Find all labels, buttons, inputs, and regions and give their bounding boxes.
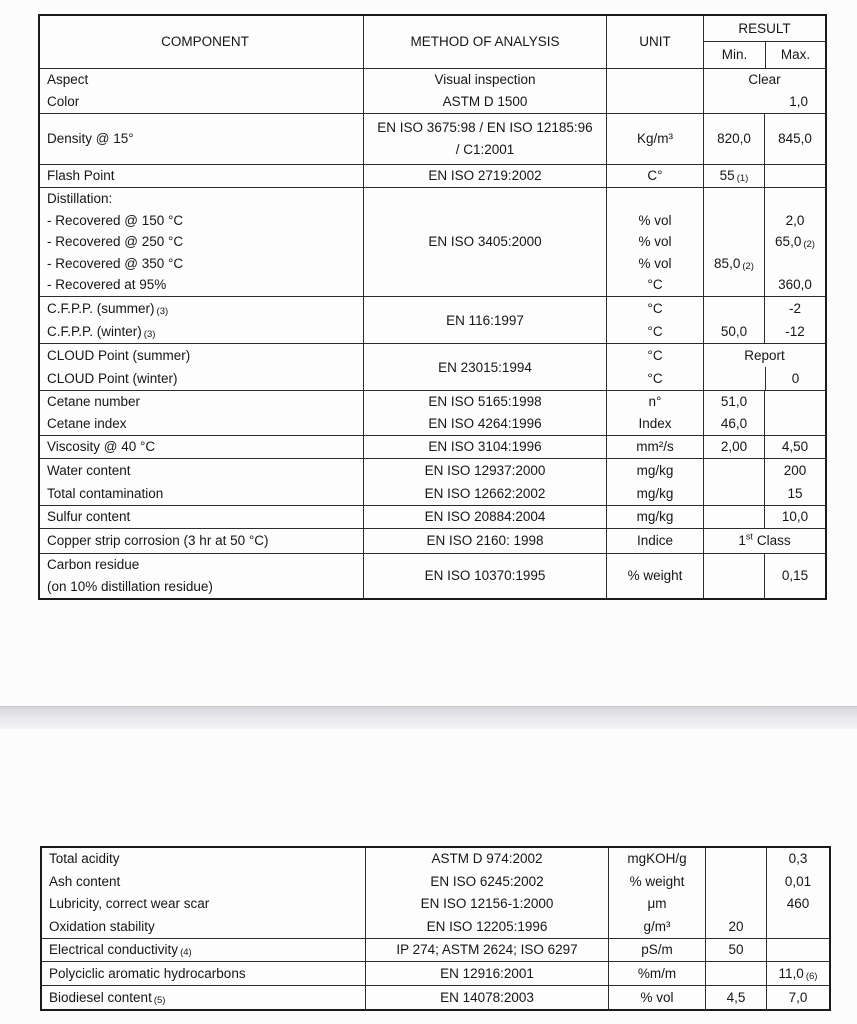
- unit-label: Kg/m³: [636, 131, 673, 146]
- component-label: Polyciclic aromatic hydrocarbons: [49, 965, 246, 981]
- component-cell: [42, 986, 365, 1009]
- component-label: Copper strip corrosion (3 hr at 50 °C): [47, 533, 269, 548]
- method-label: EN ISO 12205:1996: [426, 918, 548, 934]
- method-label: EN ISO 3405:2000: [428, 234, 542, 250]
- component-cell: [42, 939, 365, 961]
- unit-label: °C: [647, 277, 663, 293]
- max-value: 0: [765, 367, 825, 390]
- component-cell: [40, 188, 363, 296]
- unit-label: Indice: [636, 533, 674, 548]
- component-label: Distillation:: [47, 191, 113, 206]
- method-label: ASTM D 974:2002: [431, 851, 543, 866]
- method-label: Visual inspection: [434, 72, 536, 87]
- header-min-max: [704, 42, 825, 68]
- footnote-marker: (4): [180, 947, 192, 958]
- unit-cell: [606, 114, 703, 164]
- component-label: Flash Point: [47, 168, 115, 183]
- header-component: [40, 16, 363, 68]
- min-cell: [703, 506, 764, 528]
- result-value: Report: [744, 348, 785, 363]
- min-cell: [703, 391, 764, 435]
- unit-cell: [606, 506, 703, 528]
- unit-label: °C: [647, 301, 663, 316]
- row-density: [40, 113, 825, 164]
- method-label: EN ISO 3104:1996: [428, 439, 542, 454]
- component-cell: [40, 165, 363, 187]
- component-cell: [40, 506, 363, 528]
- method-label: / C1:2001: [455, 142, 515, 157]
- component-label: Sulfur content: [47, 509, 131, 524]
- unit-label: % vol: [638, 255, 672, 271]
- component-label: (on 10% distillation residue): [47, 579, 213, 594]
- unit-label: % vol: [640, 989, 674, 1005]
- unit-label: mg/kg: [636, 463, 674, 478]
- method-label: EN ISO 12156-1:2000: [420, 896, 554, 911]
- row-water-contamination: [40, 458, 825, 505]
- component-cell: [40, 554, 363, 598]
- component-label: Cetane index: [47, 416, 127, 431]
- component-cell: [40, 114, 363, 164]
- method-cell: [363, 391, 606, 435]
- table-header-row: [40, 16, 825, 68]
- footnote-marker: (3): [143, 329, 156, 340]
- max-cell: [764, 391, 825, 435]
- method-cell: [363, 69, 606, 113]
- method-label: EN 14078:2003: [440, 989, 534, 1005]
- method-cell: [365, 939, 608, 961]
- component-cell: [40, 459, 363, 505]
- component-label: Density @ 15°: [47, 131, 134, 146]
- method-cell: [363, 529, 606, 553]
- method-cell: [365, 986, 608, 1009]
- min-cell: [703, 297, 764, 343]
- min-value: 51,0: [720, 394, 748, 409]
- header-min-label: Min.: [704, 42, 766, 68]
- max-cell: [766, 962, 829, 985]
- method-label: EN ISO 5165:1998: [428, 394, 542, 409]
- max-cell: [764, 436, 825, 458]
- max-cell: [764, 188, 825, 296]
- row-copper-corrosion: [40, 528, 825, 553]
- min-value: 820,0: [717, 131, 751, 146]
- unit-label: % vol: [638, 234, 672, 250]
- component-label: Carbon residue: [47, 557, 140, 572]
- component-cell: [40, 391, 363, 435]
- max-value: 360,0: [778, 277, 812, 293]
- max-value: 11,0 (6): [778, 965, 818, 982]
- row-viscosity: [40, 435, 825, 458]
- max-value: 15: [787, 486, 803, 501]
- max-cell: [766, 939, 829, 961]
- unit-label: mm²/s: [636, 439, 674, 454]
- unit-cell: [608, 986, 705, 1009]
- method-label: EN ISO 10370:1995: [424, 568, 546, 583]
- min-cell: [705, 962, 766, 985]
- component-label: C.F.P.P. (summer) (3): [47, 301, 169, 317]
- min-cell: [703, 459, 764, 505]
- method-label: EN ISO 2719:2002: [428, 168, 542, 183]
- unit-label: % vol: [638, 212, 672, 228]
- unit-cell: [606, 436, 703, 458]
- result-value: 1st Class: [738, 531, 791, 548]
- method-label: EN ISO 12937:2000: [424, 463, 546, 478]
- component-label: Cetane number: [47, 394, 141, 409]
- unit-label: °C: [647, 371, 663, 386]
- min-value: 50,0: [720, 324, 748, 339]
- component-label: - Recovered @ 350 °C: [47, 255, 184, 271]
- component-label: CLOUD Point (summer): [47, 348, 191, 363]
- method-label: EN ISO 4264:1996: [428, 416, 542, 431]
- unit-cell: [608, 848, 705, 938]
- component-label: Total contamination: [47, 486, 164, 501]
- unit-cell: [606, 297, 703, 343]
- method-cell: [363, 506, 606, 528]
- min-value: 2,00: [720, 439, 748, 454]
- max-cell: [766, 986, 829, 1009]
- max-value: 7,0: [788, 989, 808, 1005]
- unit-label: %m/m: [637, 965, 677, 981]
- max-cell: [764, 459, 825, 505]
- unit-label: C°: [647, 168, 663, 183]
- max-value: 0,3: [788, 851, 808, 866]
- min-cell: [703, 554, 764, 598]
- max-cell: [764, 297, 825, 343]
- method-cell: [363, 114, 606, 164]
- component-cell: [42, 848, 365, 938]
- result-cell: [703, 344, 825, 390]
- unit-cell: [606, 391, 703, 435]
- unit-label: μm: [647, 896, 667, 911]
- min-value: [704, 367, 765, 390]
- min-cell: [703, 165, 764, 187]
- component-label: Total acidity: [49, 851, 120, 866]
- min-cell: [705, 939, 766, 961]
- row-cloud-point: [40, 343, 825, 390]
- component-label: C.F.P.P. (winter) (3): [47, 324, 156, 340]
- unit-label: mg/kg: [636, 509, 674, 524]
- unit-cell: [606, 188, 703, 296]
- max-value: -12: [785, 324, 805, 339]
- max-value: 2,0: [785, 212, 805, 228]
- footnote-marker: (2): [742, 260, 754, 272]
- footnote-marker: (3): [156, 306, 169, 317]
- method-label: EN 116:1997: [446, 312, 524, 328]
- result-cell: [703, 69, 825, 113]
- row-biodiesel-content: [42, 985, 829, 1009]
- max-value: 0,15: [781, 568, 809, 583]
- unit-label: °C: [647, 324, 663, 339]
- unit-cell: [606, 554, 703, 598]
- footnote-marker: (2): [803, 239, 815, 251]
- unit-label: °C: [647, 348, 663, 363]
- header-max-label: Max.: [780, 47, 811, 62]
- row-flash-point: [40, 164, 825, 187]
- result-value: Clear: [748, 72, 781, 87]
- unit-cell: [606, 69, 703, 113]
- max-value: -2: [788, 301, 801, 316]
- footnote-marker: (1): [736, 173, 749, 184]
- component-cell: [40, 297, 363, 343]
- component-cell: [40, 69, 363, 113]
- component-label: Viscosity @ 40 °C: [47, 439, 156, 454]
- unit-cell: [606, 459, 703, 505]
- header-result-label: RESULT: [704, 16, 825, 42]
- method-cell: [363, 436, 606, 458]
- component-label: Biodiesel content (5): [49, 989, 166, 1006]
- max-cell: [766, 848, 829, 938]
- method-cell: [363, 344, 606, 390]
- row-carbon-residue: [40, 553, 825, 598]
- unit-label: n°: [648, 394, 662, 409]
- component-cell: [40, 344, 363, 390]
- max-cell: [764, 114, 825, 164]
- component-cell: [40, 436, 363, 458]
- method-cell: [365, 962, 608, 985]
- component-label: - Recovered @ 150 °C: [47, 212, 184, 228]
- header-result: [703, 16, 825, 68]
- min-value: 50: [728, 942, 744, 957]
- method-label: EN ISO 6245:2002: [430, 873, 544, 889]
- unit-label: % weight: [629, 873, 685, 889]
- unit-label: pS/m: [641, 942, 673, 957]
- header-method: [363, 16, 606, 68]
- method-label: EN ISO 3675:98 / EN ISO 12185:96: [377, 120, 593, 135]
- unit-label: % weight: [627, 568, 683, 583]
- ordinal-superscript: st: [745, 531, 753, 542]
- fuel-spec-table-bottom: [40, 846, 831, 1011]
- unit-label: g/m³: [643, 918, 671, 934]
- footnote-marker: (5): [153, 994, 166, 1006]
- fuel-spec-table-top: [38, 14, 827, 600]
- min-value: 85,0 (2): [714, 255, 754, 272]
- max-value: 1,0: [789, 94, 808, 109]
- row-sulfur: [40, 505, 825, 528]
- method-label: ASTM D 1500: [442, 94, 528, 109]
- row-acidity-ash-lubricity-oxidation: [42, 848, 829, 938]
- min-value: 4,5: [726, 989, 746, 1005]
- component-label: Ash content: [49, 873, 121, 889]
- max-value: 10,0: [781, 509, 809, 524]
- method-cell: [363, 297, 606, 343]
- component-label: Water content: [47, 463, 131, 478]
- row-aspect-color: [40, 68, 825, 113]
- header-label: COMPONENT: [161, 34, 249, 49]
- component-label: - Recovered @ 250 °C: [47, 234, 184, 250]
- unit-label: mgKOH/g: [627, 851, 687, 866]
- footnote-marker: (6): [805, 970, 818, 982]
- max-value: 200: [783, 463, 807, 478]
- method-cell: [363, 554, 606, 598]
- method-label: EN ISO 20884:2004: [424, 509, 546, 524]
- method-label: EN 12916:2001: [440, 965, 534, 981]
- max-cell: [764, 506, 825, 528]
- page-separator-band: [0, 706, 857, 729]
- min-cell: [705, 986, 766, 1009]
- row-distillation: [40, 187, 825, 296]
- min-value: 46,0: [720, 416, 748, 431]
- max-cell: [764, 554, 825, 598]
- method-cell: [363, 188, 606, 296]
- component-label: Aspect: [47, 72, 89, 87]
- method-label: EN ISO 2160: 1998: [426, 533, 544, 548]
- method-label: EN 23015:1994: [438, 359, 532, 375]
- min-cell: [703, 188, 764, 296]
- component-label: - Recovered at 95%: [47, 277, 167, 293]
- result-cell: [703, 529, 825, 553]
- header-unit: [606, 16, 703, 68]
- method-label: EN ISO 12662:2002: [424, 486, 546, 501]
- max-value: 845,0: [778, 131, 812, 146]
- max-value: 0,01: [784, 873, 812, 889]
- min-cell: [703, 436, 764, 458]
- min-cell: [703, 114, 764, 164]
- header-label: METHOD OF ANALYSIS: [410, 34, 560, 49]
- max-value: 65,0 (2): [775, 234, 815, 251]
- method-cell: [363, 165, 606, 187]
- unit-label: mg/kg: [636, 486, 674, 501]
- component-cell: [40, 529, 363, 553]
- row-cetane: [40, 390, 825, 435]
- unit-cell: [608, 962, 705, 985]
- method-cell: [363, 459, 606, 505]
- component-label: CLOUD Point (winter): [47, 371, 178, 386]
- min-value: 20: [728, 918, 744, 934]
- component-label: Lubricity, correct wear scar: [49, 896, 210, 911]
- component-label: Color: [47, 94, 80, 109]
- row-cfpp: [40, 296, 825, 343]
- row-polycyclic-aromatics: [42, 961, 829, 985]
- component-label: Electrical conductivity (4): [49, 942, 192, 958]
- component-label: Oxidation stability: [49, 918, 155, 934]
- max-cell: [764, 165, 825, 187]
- header-label: UNIT: [639, 34, 671, 49]
- unit-cell: [606, 344, 703, 390]
- method-label: IP 274; ASTM 2624; ISO 6297: [396, 942, 578, 957]
- unit-cell: [606, 529, 703, 553]
- row-electrical-conductivity: [42, 938, 829, 961]
- max-value: 4,50: [781, 439, 809, 454]
- min-cell: [705, 848, 766, 938]
- unit-cell: [606, 165, 703, 187]
- unit-cell: [608, 939, 705, 961]
- min-value: 55 (1): [719, 168, 749, 184]
- result-split: [704, 367, 825, 390]
- max-value: 460: [786, 896, 810, 911]
- unit-label: Index: [638, 416, 672, 431]
- method-cell: [365, 848, 608, 938]
- component-cell: [42, 962, 365, 985]
